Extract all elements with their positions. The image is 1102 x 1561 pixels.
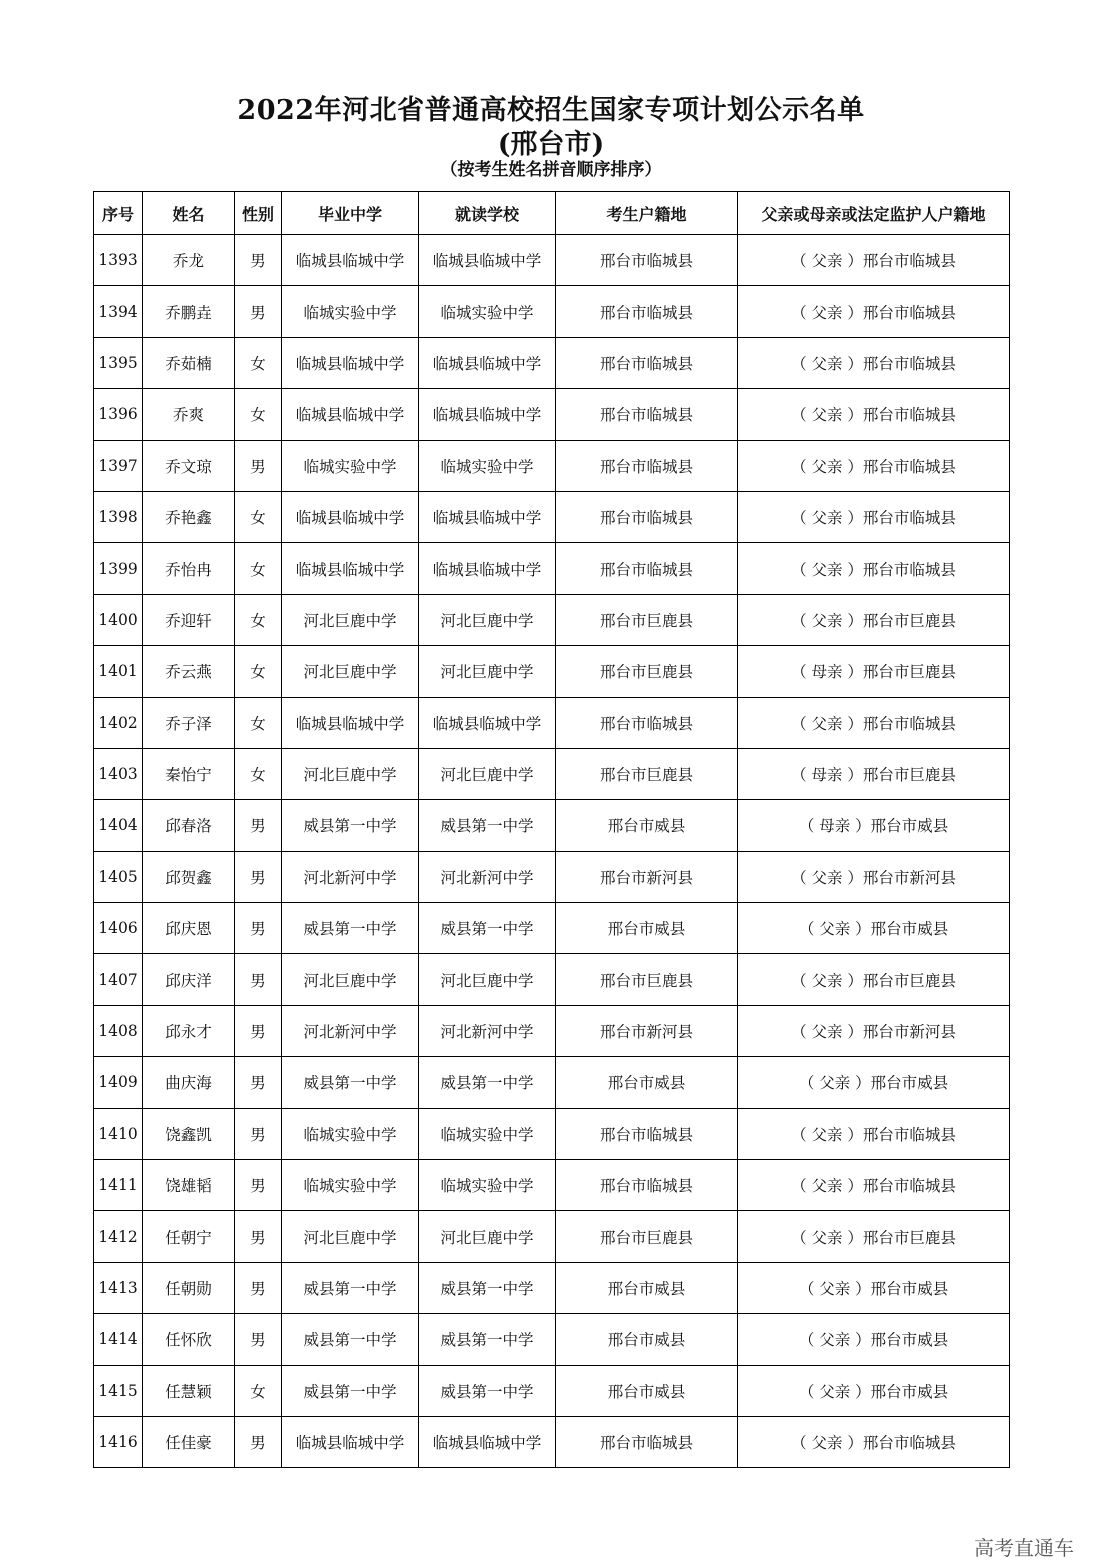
- cell-graduation-school: 临城实验中学: [282, 286, 419, 337]
- cell-guardian-residence: （ 父亲 ）邢台市临城县: [738, 440, 1010, 491]
- cell-guardian-residence: （ 父亲 ）邢台市临城县: [738, 1416, 1010, 1467]
- cell-gender: 男: [235, 1160, 282, 1211]
- col-header-gender: 性别: [235, 192, 282, 235]
- cell-graduation-school: 威县第一中学: [282, 800, 419, 851]
- table-row: [94, 337, 1010, 388]
- cell-name: 任慧颖: [143, 1365, 235, 1416]
- cell-graduation-school: 临城县临城中学: [282, 491, 419, 542]
- cell-name: 邱庆恩: [143, 903, 235, 954]
- table-row: [94, 1365, 1010, 1416]
- table-row: [94, 389, 1010, 440]
- cell-graduation-school: 临城县临城中学: [282, 389, 419, 440]
- cell-graduation-school: 河北巨鹿中学: [282, 748, 419, 799]
- cell-name: 饶雄韬: [143, 1160, 235, 1211]
- table-row: [94, 800, 1010, 851]
- cell-guardian-residence: （ 父亲 ）邢台市巨鹿县: [738, 594, 1010, 645]
- cell-seq: 1399: [94, 543, 143, 594]
- cell-name: 邱春洛: [143, 800, 235, 851]
- cell-gender: 男: [235, 954, 282, 1005]
- cell-current-school: 临城实验中学: [419, 286, 556, 337]
- cell-current-school: 威县第一中学: [419, 800, 556, 851]
- cell-gender: 男: [235, 1057, 282, 1108]
- cell-gender: 男: [235, 1416, 282, 1467]
- table-row: [94, 440, 1010, 491]
- cell-seq: 1408: [94, 1005, 143, 1056]
- table-header: [94, 192, 1010, 235]
- cell-student-residence: 邢台市临城县: [556, 235, 738, 286]
- cell-student-residence: 邢台市威县: [556, 1314, 738, 1365]
- cell-current-school: 威县第一中学: [419, 1365, 556, 1416]
- col-header-student-residence: 考生户籍地: [556, 192, 738, 235]
- cell-name: 乔迎轩: [143, 594, 235, 645]
- cell-name: 乔艳鑫: [143, 491, 235, 542]
- cell-student-residence: 邢台市威县: [556, 1365, 738, 1416]
- cell-graduation-school: 威县第一中学: [282, 1314, 419, 1365]
- cell-seq: 1398: [94, 491, 143, 542]
- cell-guardian-residence: （ 父亲 ）邢台市威县: [738, 903, 1010, 954]
- cell-seq: 1416: [94, 1416, 143, 1467]
- cell-seq: 1406: [94, 903, 143, 954]
- table-row: [94, 1416, 1010, 1467]
- cell-name: 邱贺鑫: [143, 851, 235, 902]
- cell-name: 饶鑫凯: [143, 1108, 235, 1159]
- cell-seq: 1393: [94, 235, 143, 286]
- cell-name: 秦怡宁: [143, 748, 235, 799]
- cell-current-school: 威县第一中学: [419, 1314, 556, 1365]
- cell-seq: 1404: [94, 800, 143, 851]
- cell-gender: 女: [235, 491, 282, 542]
- cell-gender: 男: [235, 1108, 282, 1159]
- cell-graduation-school: 威县第一中学: [282, 1057, 419, 1108]
- cell-student-residence: 邢台市临城县: [556, 697, 738, 748]
- cell-current-school: 临城县临城中学: [419, 235, 556, 286]
- table-row: [94, 748, 1010, 799]
- cell-name: 曲庆海: [143, 1057, 235, 1108]
- cell-gender: 男: [235, 440, 282, 491]
- table-row: [94, 1211, 1010, 1262]
- city-subtitle: (邢台市): [497, 129, 605, 160]
- sort-note: （按考生姓名拼音顺序排序）: [440, 160, 662, 180]
- cell-current-school: 河北巨鹿中学: [419, 954, 556, 1005]
- cell-seq: 1409: [94, 1057, 143, 1108]
- cell-student-residence: 邢台市巨鹿县: [556, 1211, 738, 1262]
- cell-student-residence: 邢台市临城县: [556, 1108, 738, 1159]
- cell-seq: 1402: [94, 697, 143, 748]
- cell-name: 乔云燕: [143, 646, 235, 697]
- cell-name: 乔文琼: [143, 440, 235, 491]
- table-row: [94, 491, 1010, 542]
- cell-name: 乔龙: [143, 235, 235, 286]
- cell-current-school: 临城实验中学: [419, 440, 556, 491]
- cell-student-residence: 邢台市临城县: [556, 440, 738, 491]
- cell-guardian-residence: （ 父亲 ）邢台市威县: [738, 1314, 1010, 1365]
- table-row: [94, 1108, 1010, 1159]
- cell-seq: 1400: [94, 594, 143, 645]
- page-title: 2022年河北省普通高校招生国家专项计划公示名单: [237, 95, 865, 126]
- cell-student-residence: 邢台市新河县: [556, 1005, 738, 1056]
- cell-seq: 1407: [94, 954, 143, 1005]
- cell-student-residence: 邢台市威县: [556, 1057, 738, 1108]
- cell-student-residence: 邢台市临城县: [556, 543, 738, 594]
- cell-guardian-residence: （ 父亲 ）邢台市临城县: [738, 543, 1010, 594]
- cell-current-school: 河北巨鹿中学: [419, 594, 556, 645]
- cell-graduation-school: 临城县临城中学: [282, 697, 419, 748]
- table-row: [94, 1160, 1010, 1211]
- cell-student-residence: 邢台市巨鹿县: [556, 594, 738, 645]
- cell-graduation-school: 威县第一中学: [282, 1365, 419, 1416]
- cell-gender: 男: [235, 1314, 282, 1365]
- cell-gender: 男: [235, 1262, 282, 1313]
- cell-student-residence: 邢台市巨鹿县: [556, 646, 738, 697]
- cell-student-residence: 邢台市临城县: [556, 1416, 738, 1467]
- watermark: 高考直通车: [974, 1536, 1074, 1560]
- cell-student-residence: 邢台市临城县: [556, 337, 738, 388]
- cell-guardian-residence: （ 父亲 ）邢台市临城县: [738, 337, 1010, 388]
- cell-seq: 1413: [94, 1262, 143, 1313]
- cell-graduation-school: 河北巨鹿中学: [282, 1211, 419, 1262]
- cell-current-school: 临城县临城中学: [419, 697, 556, 748]
- cell-guardian-residence: （ 父亲 ）邢台市临城县: [738, 1160, 1010, 1211]
- col-header-name: 姓名: [143, 192, 235, 235]
- cell-current-school: 临城县临城中学: [419, 337, 556, 388]
- table-row: [94, 646, 1010, 697]
- cell-guardian-residence: （ 父亲 ）邢台市临城县: [738, 235, 1010, 286]
- cell-graduation-school: 威县第一中学: [282, 903, 419, 954]
- table-row: [94, 1314, 1010, 1365]
- table-body: [94, 235, 1010, 1468]
- cell-name: 乔鹏垚: [143, 286, 235, 337]
- cell-gender: 男: [235, 800, 282, 851]
- cell-guardian-residence: （ 父亲 ）邢台市临城县: [738, 491, 1010, 542]
- cell-guardian-residence: （ 母亲 ）邢台市威县: [738, 800, 1010, 851]
- cell-current-school: 河北巨鹿中学: [419, 646, 556, 697]
- table-row: [94, 543, 1010, 594]
- roster-table: [93, 191, 1010, 1468]
- cell-current-school: 临城实验中学: [419, 1108, 556, 1159]
- cell-student-residence: 邢台市威县: [556, 800, 738, 851]
- cell-guardian-residence: （ 父亲 ）邢台市巨鹿县: [738, 1211, 1010, 1262]
- col-header-guardian-residence: 父亲或母亲或法定监护人户籍地: [738, 192, 1010, 235]
- cell-name: 任怀欣: [143, 1314, 235, 1365]
- cell-guardian-residence: （ 父亲 ）邢台市临城县: [738, 389, 1010, 440]
- cell-name: 乔茹楠: [143, 337, 235, 388]
- cell-gender: 女: [235, 646, 282, 697]
- cell-current-school: 临城县临城中学: [419, 543, 556, 594]
- cell-student-residence: 邢台市临城县: [556, 286, 738, 337]
- cell-graduation-school: 河北新河中学: [282, 851, 419, 902]
- cell-student-residence: 邢台市巨鹿县: [556, 748, 738, 799]
- cell-gender: 女: [235, 543, 282, 594]
- cell-name: 乔爽: [143, 389, 235, 440]
- cell-guardian-residence: （ 父亲 ）邢台市临城县: [738, 697, 1010, 748]
- cell-current-school: 临城县临城中学: [419, 491, 556, 542]
- cell-gender: 女: [235, 748, 282, 799]
- cell-gender: 男: [235, 1211, 282, 1262]
- cell-student-residence: 邢台市临城县: [556, 1160, 738, 1211]
- table-row: [94, 851, 1010, 902]
- table-row: [94, 1057, 1010, 1108]
- cell-gender: 男: [235, 903, 282, 954]
- table-row: [94, 903, 1010, 954]
- cell-gender: 男: [235, 1005, 282, 1056]
- cell-graduation-school: 临城县临城中学: [282, 235, 419, 286]
- cell-gender: 女: [235, 1365, 282, 1416]
- col-header-current-school: 就读学校: [419, 192, 556, 235]
- cell-guardian-residence: （ 父亲 ）邢台市新河县: [738, 1005, 1010, 1056]
- table-row: [94, 235, 1010, 286]
- cell-student-residence: 邢台市临城县: [556, 389, 738, 440]
- cell-student-residence: 邢台市新河县: [556, 851, 738, 902]
- cell-graduation-school: 临城县临城中学: [282, 1416, 419, 1467]
- cell-current-school: 河北新河中学: [419, 851, 556, 902]
- cell-seq: 1410: [94, 1108, 143, 1159]
- cell-guardian-residence: （ 母亲 ）邢台市巨鹿县: [738, 646, 1010, 697]
- cell-gender: 男: [235, 851, 282, 902]
- cell-guardian-residence: （ 父亲 ）邢台市巨鹿县: [738, 954, 1010, 1005]
- cell-gender: 男: [235, 235, 282, 286]
- cell-guardian-residence: （ 父亲 ）邢台市威县: [738, 1057, 1010, 1108]
- table-row: [94, 697, 1010, 748]
- cell-seq: 1411: [94, 1160, 143, 1211]
- cell-seq: 1401: [94, 646, 143, 697]
- cell-seq: 1394: [94, 286, 143, 337]
- cell-seq: 1415: [94, 1365, 143, 1416]
- table-row: [94, 286, 1010, 337]
- cell-name: 任朝勋: [143, 1262, 235, 1313]
- cell-student-residence: 邢台市巨鹿县: [556, 954, 738, 1005]
- cell-seq: 1395: [94, 337, 143, 388]
- cell-name: 乔怡冉: [143, 543, 235, 594]
- cell-current-school: 河北巨鹿中学: [419, 1211, 556, 1262]
- cell-student-residence: 邢台市威县: [556, 1262, 738, 1313]
- cell-guardian-residence: （ 父亲 ）邢台市临城县: [738, 1108, 1010, 1159]
- cell-guardian-residence: （ 母亲 ）邢台市巨鹿县: [738, 748, 1010, 799]
- cell-name: 乔子泽: [143, 697, 235, 748]
- cell-name: 任佳豪: [143, 1416, 235, 1467]
- cell-graduation-school: 临城实验中学: [282, 440, 419, 491]
- cell-student-residence: 邢台市临城县: [556, 491, 738, 542]
- col-header-graduation-school: 毕业中学: [282, 192, 419, 235]
- table-row: [94, 1005, 1010, 1056]
- cell-current-school: 威县第一中学: [419, 1057, 556, 1108]
- table-row: [94, 954, 1010, 1005]
- cell-current-school: 威县第一中学: [419, 1262, 556, 1313]
- cell-seq: 1403: [94, 748, 143, 799]
- cell-name: 邱庆洋: [143, 954, 235, 1005]
- cell-graduation-school: 威县第一中学: [282, 1262, 419, 1313]
- cell-current-school: 临城县临城中学: [419, 389, 556, 440]
- cell-graduation-school: 临城实验中学: [282, 1160, 419, 1211]
- cell-graduation-school: 河北巨鹿中学: [282, 646, 419, 697]
- cell-gender: 男: [235, 286, 282, 337]
- cell-gender: 女: [235, 697, 282, 748]
- cell-seq: 1414: [94, 1314, 143, 1365]
- cell-graduation-school: 河北新河中学: [282, 1005, 419, 1056]
- cell-current-school: 临城县临城中学: [419, 1416, 556, 1467]
- cell-gender: 女: [235, 389, 282, 440]
- cell-guardian-residence: （ 父亲 ）邢台市威县: [738, 1262, 1010, 1313]
- cell-graduation-school: 临城实验中学: [282, 1108, 419, 1159]
- cell-graduation-school: 河北巨鹿中学: [282, 954, 419, 1005]
- cell-current-school: 威县第一中学: [419, 903, 556, 954]
- cell-student-residence: 邢台市威县: [556, 903, 738, 954]
- cell-seq: 1396: [94, 389, 143, 440]
- col-header-seq: 序号: [94, 192, 143, 235]
- cell-name: 邱永才: [143, 1005, 235, 1056]
- cell-current-school: 河北巨鹿中学: [419, 748, 556, 799]
- cell-guardian-residence: （ 父亲 ）邢台市新河县: [738, 851, 1010, 902]
- cell-guardian-residence: （ 父亲 ）邢台市威县: [738, 1365, 1010, 1416]
- cell-gender: 女: [235, 594, 282, 645]
- cell-name: 任朝宁: [143, 1211, 235, 1262]
- cell-graduation-school: 临城县临城中学: [282, 543, 419, 594]
- table-row: [94, 1262, 1010, 1313]
- table-row: [94, 594, 1010, 645]
- cell-guardian-residence: （ 父亲 ）邢台市临城县: [738, 286, 1010, 337]
- cell-current-school: 河北新河中学: [419, 1005, 556, 1056]
- cell-seq: 1397: [94, 440, 143, 491]
- cell-seq: 1412: [94, 1211, 143, 1262]
- cell-seq: 1405: [94, 851, 143, 902]
- header-row: [94, 192, 1010, 235]
- cell-current-school: 临城实验中学: [419, 1160, 556, 1211]
- cell-graduation-school: 河北巨鹿中学: [282, 594, 419, 645]
- cell-gender: 女: [235, 337, 282, 388]
- cell-graduation-school: 临城县临城中学: [282, 337, 419, 388]
